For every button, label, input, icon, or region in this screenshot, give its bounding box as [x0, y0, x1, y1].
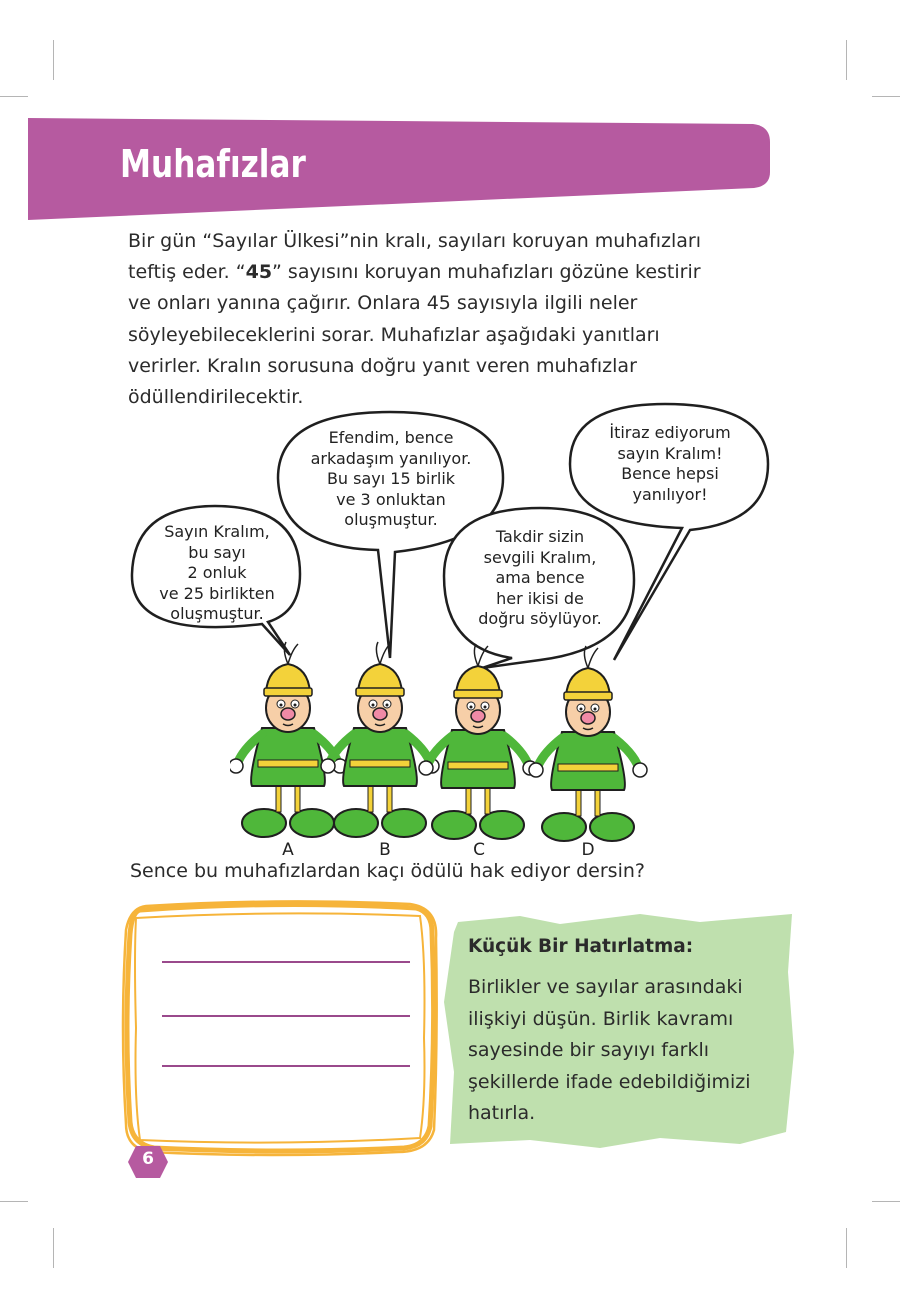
reminder-body — [468, 972, 798, 1130]
guard-label-c: C — [473, 840, 485, 860]
speech-text-d: İtiraz ediyorum sayın Kralım! Bence hepsi yanılıyor! — [609, 423, 731, 504]
speech-text-a: Sayın Kralım, bu sayı 2 onluk ve 25 birlikten oluşmuştur. — [159, 522, 275, 623]
crop-mark — [0, 1201, 28, 1202]
speech-text-b: Efendim, bence arkadaşım yanılıyor. Bu sayı 15 birlik ve 3 onluktan oluşmuştur. — [310, 428, 472, 529]
intro-line: verirler. Kralın sorusuna doğru yanıt veren muhafızlar — [128, 354, 637, 377]
crop-mark — [872, 1201, 900, 1202]
intro-line: söyleyebileceklerini sorar. Muhafızlar aşağıdaki yanıtları — [128, 323, 660, 346]
crop-mark — [846, 1228, 847, 1268]
speech-text-c: Takdir sizin sevgili Kralım, ama bence her ikisi de doğru söylüyor. — [478, 527, 602, 628]
guard-b — [321, 642, 439, 837]
guard-label-d: D — [581, 840, 595, 860]
reminder-line: hatırla. — [468, 1102, 536, 1124]
page-number: 6 — [142, 1149, 154, 1169]
highlight-number: 45 — [245, 261, 273, 284]
reminder-line: ilişkiyi düşün. Birlik kavramı — [468, 1007, 734, 1030]
guards-illustration — [230, 630, 650, 845]
crop-mark — [53, 1228, 54, 1268]
guard-label-a: A — [282, 840, 294, 860]
intro-line: ve onları yanına çağırır. Onlara 45 sayısıyla ilgili neler — [128, 292, 638, 315]
intro-line: Bir gün “Sayılar Ülkesi”nin kralı, sayıları koruyan muhafızları — [128, 230, 701, 252]
answer-box — [120, 898, 440, 1158]
guard-c — [419, 644, 537, 839]
reminder-line: sayesinde bir sayıyı farklı — [468, 1039, 710, 1061]
guard-d — [529, 646, 647, 841]
page-title: Muhafızlar — [120, 142, 306, 186]
guard-label-b: B — [379, 840, 391, 860]
reminder-line: şekillerde ifade edebildiğimizi — [468, 1070, 751, 1093]
reminder-line: Birlikler ve sayılar arasındaki — [468, 976, 743, 998]
question-text: Sence bu muhafızlardan kaçı ödülü hak ediyor dersin? — [130, 860, 645, 882]
intro-line: teftiş eder. “45” sayısını koruyan muhafızları gözüne kestirir — [128, 261, 701, 284]
intro-line: ödüllendirilecektir. — [128, 386, 304, 409]
guard-a — [230, 642, 347, 837]
reminder-title: Küçük Bir Hatırlatma: — [468, 936, 694, 957]
